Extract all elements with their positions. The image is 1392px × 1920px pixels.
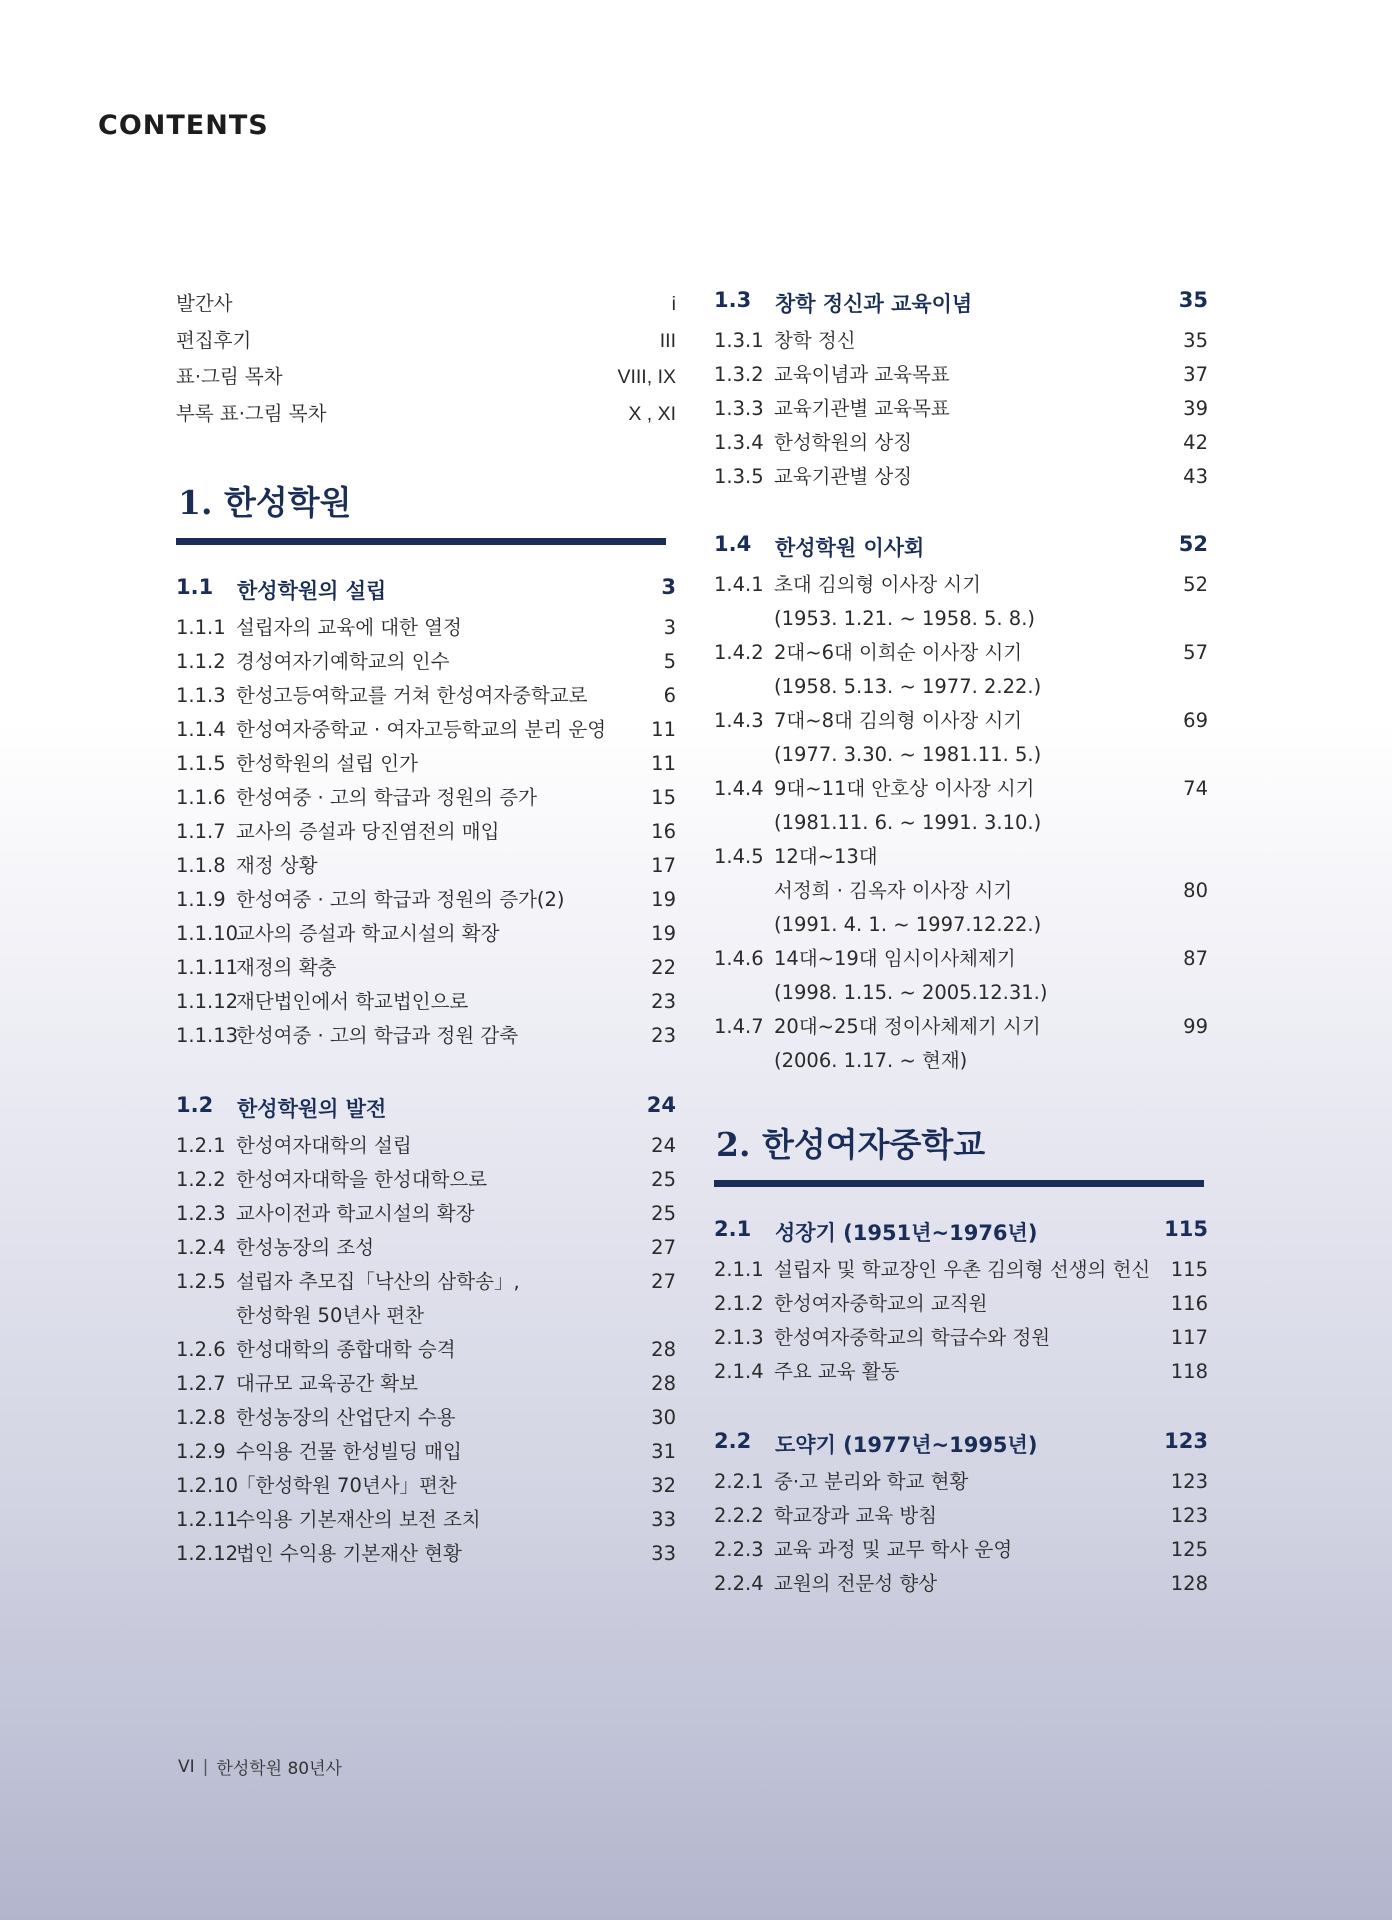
toc-entry-page: 117 xyxy=(1170,1326,1208,1349)
toc-entry-number: 1.1.1 xyxy=(176,616,226,639)
toc-entry-title: 대규모 교육공간 확보 xyxy=(236,1372,418,1395)
section-page: 24 xyxy=(646,1093,676,1117)
toc-entry[interactable] xyxy=(714,1287,1208,1321)
section-1-2 xyxy=(176,1093,676,1571)
toc-entry-left xyxy=(176,951,336,985)
section-title: 한성학원 이사회 xyxy=(775,536,925,560)
toc-entry-left xyxy=(714,1355,899,1389)
toc-entry[interactable] xyxy=(714,1010,1208,1078)
front-matter-page: X , XI xyxy=(628,402,676,425)
toc-entry-left xyxy=(714,1287,987,1321)
toc-entry-title: 교육 과정 및 교무 학사 운영 xyxy=(774,1538,1013,1561)
section-page: 52 xyxy=(1178,532,1208,556)
section-heading[interactable] xyxy=(714,1429,1208,1465)
toc-entry[interactable] xyxy=(714,942,1208,1010)
toc-entry-page: 99 xyxy=(1183,1015,1208,1038)
section-number: 1.2 xyxy=(176,1093,214,1117)
section-heading[interactable] xyxy=(176,575,676,611)
toc-entry-title: 초대 김의형 이사장 시기 (1953. 1.21. ~ 1958. 5. 8.) xyxy=(774,573,1036,630)
toc-entry-title: 14대~19대 임시이사체제기 (1998. 1.15. ~ 2005.12.31.) xyxy=(774,947,1048,1004)
toc-entry-number: 1.2.11 xyxy=(176,1508,239,1531)
front-matter-item[interactable] xyxy=(176,361,676,398)
toc-entry-page: 123 xyxy=(1170,1504,1208,1527)
toc-entry-left xyxy=(176,1197,474,1231)
toc-entry-title: 수익용 기본재산의 보전 조치 xyxy=(236,1508,481,1531)
front-matter-item[interactable] xyxy=(176,288,676,325)
toc-entry-number: 1.1.11 xyxy=(176,956,239,979)
section-page: 3 xyxy=(661,575,676,599)
section-title: 도약기 (1977년~1995년) xyxy=(775,1433,1038,1457)
toc-entry[interactable] xyxy=(176,1435,676,1469)
toc-entry-left xyxy=(176,1537,462,1571)
front-matter-page: i xyxy=(671,293,676,315)
section-heading-left xyxy=(714,1217,1037,1247)
toc-entry-number: 1.1.2 xyxy=(176,650,226,673)
toc-entry-left xyxy=(714,460,912,494)
book-title: 한성학원 80년사 xyxy=(216,1759,342,1779)
toc-entry-left xyxy=(176,1503,481,1537)
toc-entry-title: 한성대학의 종합대학 승격 xyxy=(236,1338,456,1361)
toc-entry-page: 17 xyxy=(651,854,676,877)
section-1-4 xyxy=(714,532,1208,1078)
toc-entry-number: 1.2.9 xyxy=(176,1440,226,1463)
toc-entry[interactable] xyxy=(176,611,676,645)
section-number: 2.1 xyxy=(714,1217,752,1241)
toc-entry-title: 교육이념과 교육목표 xyxy=(774,363,950,386)
toc-entry-title: 재단법인에서 학교법인으로 xyxy=(236,990,469,1013)
toc-entry-left xyxy=(176,679,587,713)
toc-entry-page: 118 xyxy=(1170,1360,1208,1383)
toc-entry-title: 한성여자중학교의 교직원 xyxy=(774,1292,988,1315)
toc-entry-number: 1.3.1 xyxy=(714,329,764,352)
toc-entry[interactable] xyxy=(176,1163,676,1197)
toc-entry-page: 11 xyxy=(651,718,676,741)
toc-entry-left xyxy=(714,358,950,392)
toc-entry-number: 2.2.3 xyxy=(714,1538,764,1561)
section-number: 1.1 xyxy=(176,575,214,599)
toc-entry-page: 19 xyxy=(651,888,676,911)
toc-entry-number: 1.4.7 xyxy=(714,1015,764,1038)
toc-entry-number: 2.1.2 xyxy=(714,1292,764,1315)
toc-entry-page: 74 xyxy=(1183,777,1208,800)
toc-entry-title: 「한성학원 70년사」편찬 xyxy=(236,1474,457,1497)
chapter-title[interactable]: 1. 한성학원 xyxy=(178,483,352,522)
toc-entry-number: 1.2.5 xyxy=(176,1270,226,1293)
toc-entry-page: 28 xyxy=(651,1338,676,1361)
toc-entry[interactable] xyxy=(176,951,676,985)
toc-entry-title: 재정의 확충 xyxy=(236,956,337,979)
toc-entry[interactable] xyxy=(714,1465,1208,1499)
toc-entry[interactable] xyxy=(714,772,1208,840)
toc-entry[interactable] xyxy=(714,460,1208,494)
toc-entry-number: 1.2.3 xyxy=(176,1202,226,1225)
toc-entry[interactable] xyxy=(714,1567,1208,1601)
toc-entry-number: 1.4.6 xyxy=(714,947,764,970)
toc-entry-left xyxy=(176,1401,456,1435)
front-matter-label: 표·그림 목차 xyxy=(176,365,283,388)
toc-entry-left xyxy=(714,704,1041,772)
page-footer xyxy=(178,1754,342,1779)
toc-entry[interactable] xyxy=(176,1469,676,1503)
toc-entry[interactable] xyxy=(176,1401,676,1435)
toc-entry-left xyxy=(714,1533,1012,1567)
toc-entry-title: 창학 정신 xyxy=(774,329,856,352)
toc-entry[interactable] xyxy=(714,1533,1208,1567)
toc-entry-title: 교사의 증설과 당진염전의 매입 xyxy=(236,820,500,843)
toc-entry-page: 52 xyxy=(1183,573,1208,596)
toc-entry-left xyxy=(176,645,449,679)
toc-entry-left xyxy=(714,392,950,426)
toc-entry[interactable] xyxy=(714,358,1208,392)
toc-entry-title: 한성여중 · 고의 학급과 정원 감축 xyxy=(236,1024,519,1047)
toc-entry-title: 교사의 증설과 학교시설의 확장 xyxy=(236,922,500,945)
page-number: VI xyxy=(178,1756,195,1777)
toc-entry-left xyxy=(714,1253,1150,1287)
toc-entry-title: 경성여자기예학교의 인수 xyxy=(236,650,450,673)
toc-entry-page: 35 xyxy=(1183,329,1208,352)
section-title: 한성학원의 발전 xyxy=(237,1097,387,1121)
toc-entry-title: 2대~6대 이희순 이사장 시기 (1958. 5.13. ~ 1977. 2.22.) xyxy=(774,641,1042,698)
toc-entry-number: 2.2.2 xyxy=(714,1504,764,1527)
toc-entry-left xyxy=(176,1019,518,1053)
toc-entry-left xyxy=(176,849,318,883)
toc-entry[interactable] xyxy=(176,1537,676,1571)
toc-entry-title: 9대~11대 안호상 이사장 시기 (1981.11. 6. ~ 1991. 3.10.) xyxy=(774,777,1042,834)
toc-entry-left xyxy=(176,985,468,1019)
toc-entry-page: 125 xyxy=(1170,1538,1208,1561)
front-matter-page: VIII, IX xyxy=(617,366,676,388)
toc-entry-page: 128 xyxy=(1170,1572,1208,1595)
toc-entry-page: 27 xyxy=(651,1270,676,1293)
toc-entry-left xyxy=(176,1163,487,1197)
toc-entry[interactable] xyxy=(176,849,676,883)
toc-entry-left xyxy=(714,426,912,460)
toc-entry-page: 33 xyxy=(651,1542,676,1565)
toc-entry-page: 23 xyxy=(651,990,676,1013)
section-heading-left xyxy=(176,575,386,605)
toc-entry-title: 교원의 전문성 향상 xyxy=(774,1572,938,1595)
toc-entry-number: 1.4.5 xyxy=(714,845,764,868)
toc-entry[interactable] xyxy=(714,1321,1208,1355)
section-heading[interactable] xyxy=(714,1217,1208,1253)
toc-left-column xyxy=(176,288,676,1571)
section-heading[interactable] xyxy=(176,1093,676,1129)
section-heading-left xyxy=(176,1093,386,1123)
toc-entry[interactable] xyxy=(176,713,676,747)
front-matter-label: 편집후기 xyxy=(176,328,252,352)
chapter-rule xyxy=(176,538,666,545)
section-number: 1.3 xyxy=(714,288,752,312)
toc-entry-page: 25 xyxy=(651,1168,676,1191)
toc-entry-left xyxy=(176,1231,374,1265)
toc-entry-left xyxy=(176,1129,412,1163)
section-heading-left xyxy=(714,288,972,318)
toc-entry-number: 1.2.10 xyxy=(176,1474,239,1497)
toc-entry-page: 87 xyxy=(1183,947,1208,970)
toc-entry-number: 1.2.2 xyxy=(176,1168,226,1191)
toc-entry-page: 37 xyxy=(1183,363,1208,386)
toc-entry-title: 재정 상황 xyxy=(236,854,318,877)
toc-entry-number: 2.1.1 xyxy=(714,1258,764,1281)
toc-entry[interactable] xyxy=(176,1333,676,1367)
toc-right-column xyxy=(714,288,1208,1601)
toc-entry-page: 123 xyxy=(1170,1470,1208,1493)
front-matter-label: 부록 표·그림 목차 xyxy=(176,401,327,425)
toc-entry-left xyxy=(714,1010,1041,1078)
front-matter-item[interactable] xyxy=(176,398,676,435)
toc-entry-number: 1.1.5 xyxy=(176,752,226,775)
toc-entry[interactable] xyxy=(714,1355,1208,1389)
toc-entry-title: 한성농장의 산업단지 수용 xyxy=(236,1406,456,1429)
toc-entry[interactable] xyxy=(176,1129,676,1163)
toc-entry[interactable] xyxy=(176,781,676,815)
toc-entry-title: 중·고 분리와 학교 현황 xyxy=(774,1470,969,1493)
toc-entry-left xyxy=(714,636,1041,704)
toc-entry[interactable] xyxy=(176,1503,676,1537)
toc-entry-left xyxy=(714,1465,968,1499)
toc-entry[interactable] xyxy=(714,426,1208,460)
section-page: 123 xyxy=(1164,1429,1208,1453)
toc-entry-number: 1.1.8 xyxy=(176,854,226,877)
toc-entry-number: 1.4.4 xyxy=(714,777,764,800)
toc-entry-title: 한성학원의 설립 인가 xyxy=(236,752,418,775)
toc-entry-title: 한성여자중학교의 학급수와 정원 xyxy=(774,1326,1051,1349)
toc-entry[interactable] xyxy=(176,883,676,917)
section-title: 한성학원의 설립 xyxy=(237,579,387,603)
toc-entry-left xyxy=(176,1435,462,1469)
toc-entry-number: 2.2.4 xyxy=(714,1572,764,1595)
toc-entry-title: 한성학원의 상징 xyxy=(774,431,913,454)
section-heading-left xyxy=(714,1429,1037,1459)
toc-entry-page: 5 xyxy=(663,650,676,673)
toc-entry-number: 1.2.6 xyxy=(176,1338,226,1361)
section-number: 1.4 xyxy=(714,532,752,556)
toc-entry-left xyxy=(714,772,1041,840)
toc-entry-left xyxy=(714,1567,937,1601)
toc-entry[interactable] xyxy=(176,1197,676,1231)
chapter-1 xyxy=(176,480,676,545)
toc-entry-page: 31 xyxy=(651,1440,676,1463)
toc-entry-number: 1.1.7 xyxy=(176,820,226,843)
toc-entry-page: 39 xyxy=(1183,397,1208,420)
front-matter-page: III xyxy=(659,329,676,352)
toc-entry-page: 33 xyxy=(651,1508,676,1531)
toc-entry-number: 1.4.3 xyxy=(714,709,764,732)
toc-entry-title: 20대~25대 정이사체제기 시기 (2006. 1.17. ~ 현재) xyxy=(774,1015,1041,1072)
toc-entry-page: 27 xyxy=(651,1236,676,1259)
toc-entry-number: 1.2.8 xyxy=(176,1406,226,1429)
toc-entry-number: 1.1.13 xyxy=(176,1024,239,1047)
section-heading-left xyxy=(714,532,924,562)
toc-entry[interactable] xyxy=(176,917,676,951)
toc-entry-left xyxy=(176,1367,418,1401)
toc-entry-number: 1.1.4 xyxy=(176,718,226,741)
toc-entry-number: 1.3.4 xyxy=(714,431,764,454)
toc-entry-number: 1.1.10 xyxy=(176,922,239,945)
toc-entry-title: 한성농장의 조성 xyxy=(236,1236,375,1259)
toc-entry-number: 2.1.3 xyxy=(714,1326,764,1349)
front-matter-label: 발간사 xyxy=(176,292,233,315)
toc-entry-left xyxy=(714,1321,1050,1355)
toc-entry-left xyxy=(714,840,1041,942)
toc-entry-title: 설립자의 교육에 대한 열정 xyxy=(236,616,462,639)
toc-entry[interactable] xyxy=(176,985,676,1019)
toc-entry[interactable] xyxy=(176,815,676,849)
toc-entry-page: 116 xyxy=(1170,1292,1208,1315)
section-title: 성장기 (1951년~1976년) xyxy=(775,1221,1038,1245)
toc-entry[interactable] xyxy=(176,1367,676,1401)
section-number: 2.2 xyxy=(714,1429,752,1453)
toc-entry-page: 57 xyxy=(1183,641,1208,664)
section-heading[interactable] xyxy=(714,288,1208,324)
toc-entry-page: 32 xyxy=(651,1474,676,1497)
toc-entry[interactable] xyxy=(714,1253,1208,1287)
toc-entry[interactable] xyxy=(714,392,1208,426)
toc-entry-number: 1.3.5 xyxy=(714,465,764,488)
toc-entry-page: 42 xyxy=(1183,431,1208,454)
toc-entry-left xyxy=(176,815,499,849)
section-2-2 xyxy=(714,1429,1208,1601)
toc-entry-title: 설립자 추모집「낙산의 삼학송」, 한성학원 50년사 편찬 xyxy=(236,1270,520,1327)
section-heading[interactable] xyxy=(714,532,1208,568)
toc-entry-page: 43 xyxy=(1183,465,1208,488)
toc-entry-title: 한성고등여학교를 거쳐 한성여자중학교로 xyxy=(236,684,588,707)
toc-entry-title: 교사이전과 학교시설의 확장 xyxy=(236,1202,475,1225)
toc-entry-page: 11 xyxy=(651,752,676,775)
toc-entry-page: 69 xyxy=(1183,709,1208,732)
toc-entry-number: 1.3.2 xyxy=(714,363,764,386)
toc-entry[interactable] xyxy=(714,1499,1208,1533)
toc-entry[interactable] xyxy=(176,747,676,781)
toc-entry[interactable] xyxy=(714,568,1208,636)
toc-entry-page: 15 xyxy=(651,786,676,809)
toc-entry-left xyxy=(176,713,606,747)
toc-entry[interactable] xyxy=(176,1231,676,1265)
toc-entry-number: 2.1.4 xyxy=(714,1360,764,1383)
toc-entry-page: 3 xyxy=(663,616,676,639)
front-matter-item[interactable] xyxy=(176,325,676,362)
toc-entry-page: 115 xyxy=(1170,1258,1208,1281)
toc-entry-left xyxy=(176,883,565,917)
page-title: CONTENTS xyxy=(98,110,269,141)
section-1-3 xyxy=(714,288,1208,494)
toc-entry-title: 학교장과 교육 방침 xyxy=(774,1504,938,1527)
chapter-title[interactable]: 2. 한성여자중학교 xyxy=(716,1125,986,1164)
toc-entry-title: 한성여중 · 고의 학급과 정원의 증가(2) xyxy=(236,888,565,911)
toc-entry-title: 설립자 및 학교장인 우촌 김의형 선생의 헌신 xyxy=(774,1258,1151,1281)
toc-entry-page: 16 xyxy=(651,820,676,843)
toc-entry-number: 1.3.3 xyxy=(714,397,764,420)
toc-entry-number: 2.2.1 xyxy=(714,1470,764,1493)
toc-entry-number: 1.2.4 xyxy=(176,1236,226,1259)
toc-entry-title: 7대~8대 김의형 이사장 시기 (1977. 3.30. ~ 1981.11. 5.) xyxy=(774,709,1042,766)
toc-entry-left xyxy=(176,611,462,645)
toc-entry-title: 12대~13대 서정희 · 김옥자 이사장 시기 (1991. 4. 1. ~ 1997.12.22.) xyxy=(774,845,1042,936)
toc-entry-title: 한성여자중학교 · 여자고등학교의 분리 운영 xyxy=(236,718,607,741)
toc-entry-number: 1.2.12 xyxy=(176,1542,239,1565)
toc-entry[interactable] xyxy=(176,679,676,713)
toc-entry-title: 수익용 건물 한성빌딩 매입 xyxy=(236,1440,462,1463)
toc-entry-title: 주요 교육 활동 xyxy=(774,1360,900,1383)
toc-entry-page: 80 xyxy=(1183,879,1208,902)
toc-entry-page: 6 xyxy=(663,684,676,707)
toc-entry-page: 23 xyxy=(651,1024,676,1047)
toc-entry-number: 1.2.1 xyxy=(176,1134,226,1157)
toc-entry-left xyxy=(176,747,418,781)
toc-entry-number: 1.1.3 xyxy=(176,684,226,707)
toc-entry-number: 1.1.6 xyxy=(176,786,226,809)
toc-entry-left xyxy=(176,917,499,951)
toc-entry-number: 1.4.1 xyxy=(714,573,764,596)
toc-entry-title: 한성여중 · 고의 학급과 정원의 증가 xyxy=(236,786,537,809)
toc-entry[interactable] xyxy=(714,324,1208,358)
toc-entry[interactable] xyxy=(714,840,1208,942)
toc-entry[interactable] xyxy=(714,704,1208,772)
chapter-2 xyxy=(714,1122,1208,1187)
toc-entry[interactable] xyxy=(176,645,676,679)
toc-entry-left xyxy=(714,942,1047,1010)
toc-entry-title: 법인 수익용 기본재산 현황 xyxy=(236,1542,462,1565)
toc-entry[interactable] xyxy=(714,636,1208,704)
toc-entry-page: 25 xyxy=(651,1202,676,1225)
section-page: 115 xyxy=(1164,1217,1208,1241)
section-title: 창학 정신과 교육이념 xyxy=(775,292,973,316)
toc-entry-number: 1.2.7 xyxy=(176,1372,226,1395)
toc-entry-title: 한성여자대학을 한성대학으로 xyxy=(236,1168,488,1191)
toc-entry-left xyxy=(714,324,856,358)
toc-entry-page: 19 xyxy=(651,922,676,945)
toc-entry-left xyxy=(714,568,1035,636)
toc-entry-left xyxy=(176,1265,520,1333)
toc-entry-left xyxy=(176,1469,457,1503)
chapter-rule xyxy=(714,1180,1204,1187)
toc-entry-left xyxy=(176,781,537,815)
toc-entry-number: 1.1.12 xyxy=(176,990,239,1013)
toc-entry-title: 교육기관별 상징 xyxy=(774,465,913,488)
footer-separator: | xyxy=(202,1756,209,1777)
toc-entry-left xyxy=(176,1333,456,1367)
toc-entry[interactable] xyxy=(176,1019,676,1053)
toc-entry[interactable] xyxy=(176,1265,676,1333)
toc-entry-page: 22 xyxy=(651,956,676,979)
toc-entry-page: 30 xyxy=(651,1406,676,1429)
section-2-1 xyxy=(714,1217,1208,1389)
toc-entry-left xyxy=(714,1499,937,1533)
toc-entry-title: 교육기관별 교육목표 xyxy=(774,397,950,420)
toc-entry-page: 28 xyxy=(651,1372,676,1395)
front-matter-list xyxy=(176,288,676,434)
toc-entry-number: 1.4.2 xyxy=(714,641,764,664)
toc-entry-page: 24 xyxy=(651,1134,676,1157)
section-1-1 xyxy=(176,575,676,1053)
section-page: 35 xyxy=(1178,288,1208,312)
toc-entry-number: 1.1.9 xyxy=(176,888,226,911)
toc-entry-title: 한성여자대학의 설립 xyxy=(236,1134,412,1157)
